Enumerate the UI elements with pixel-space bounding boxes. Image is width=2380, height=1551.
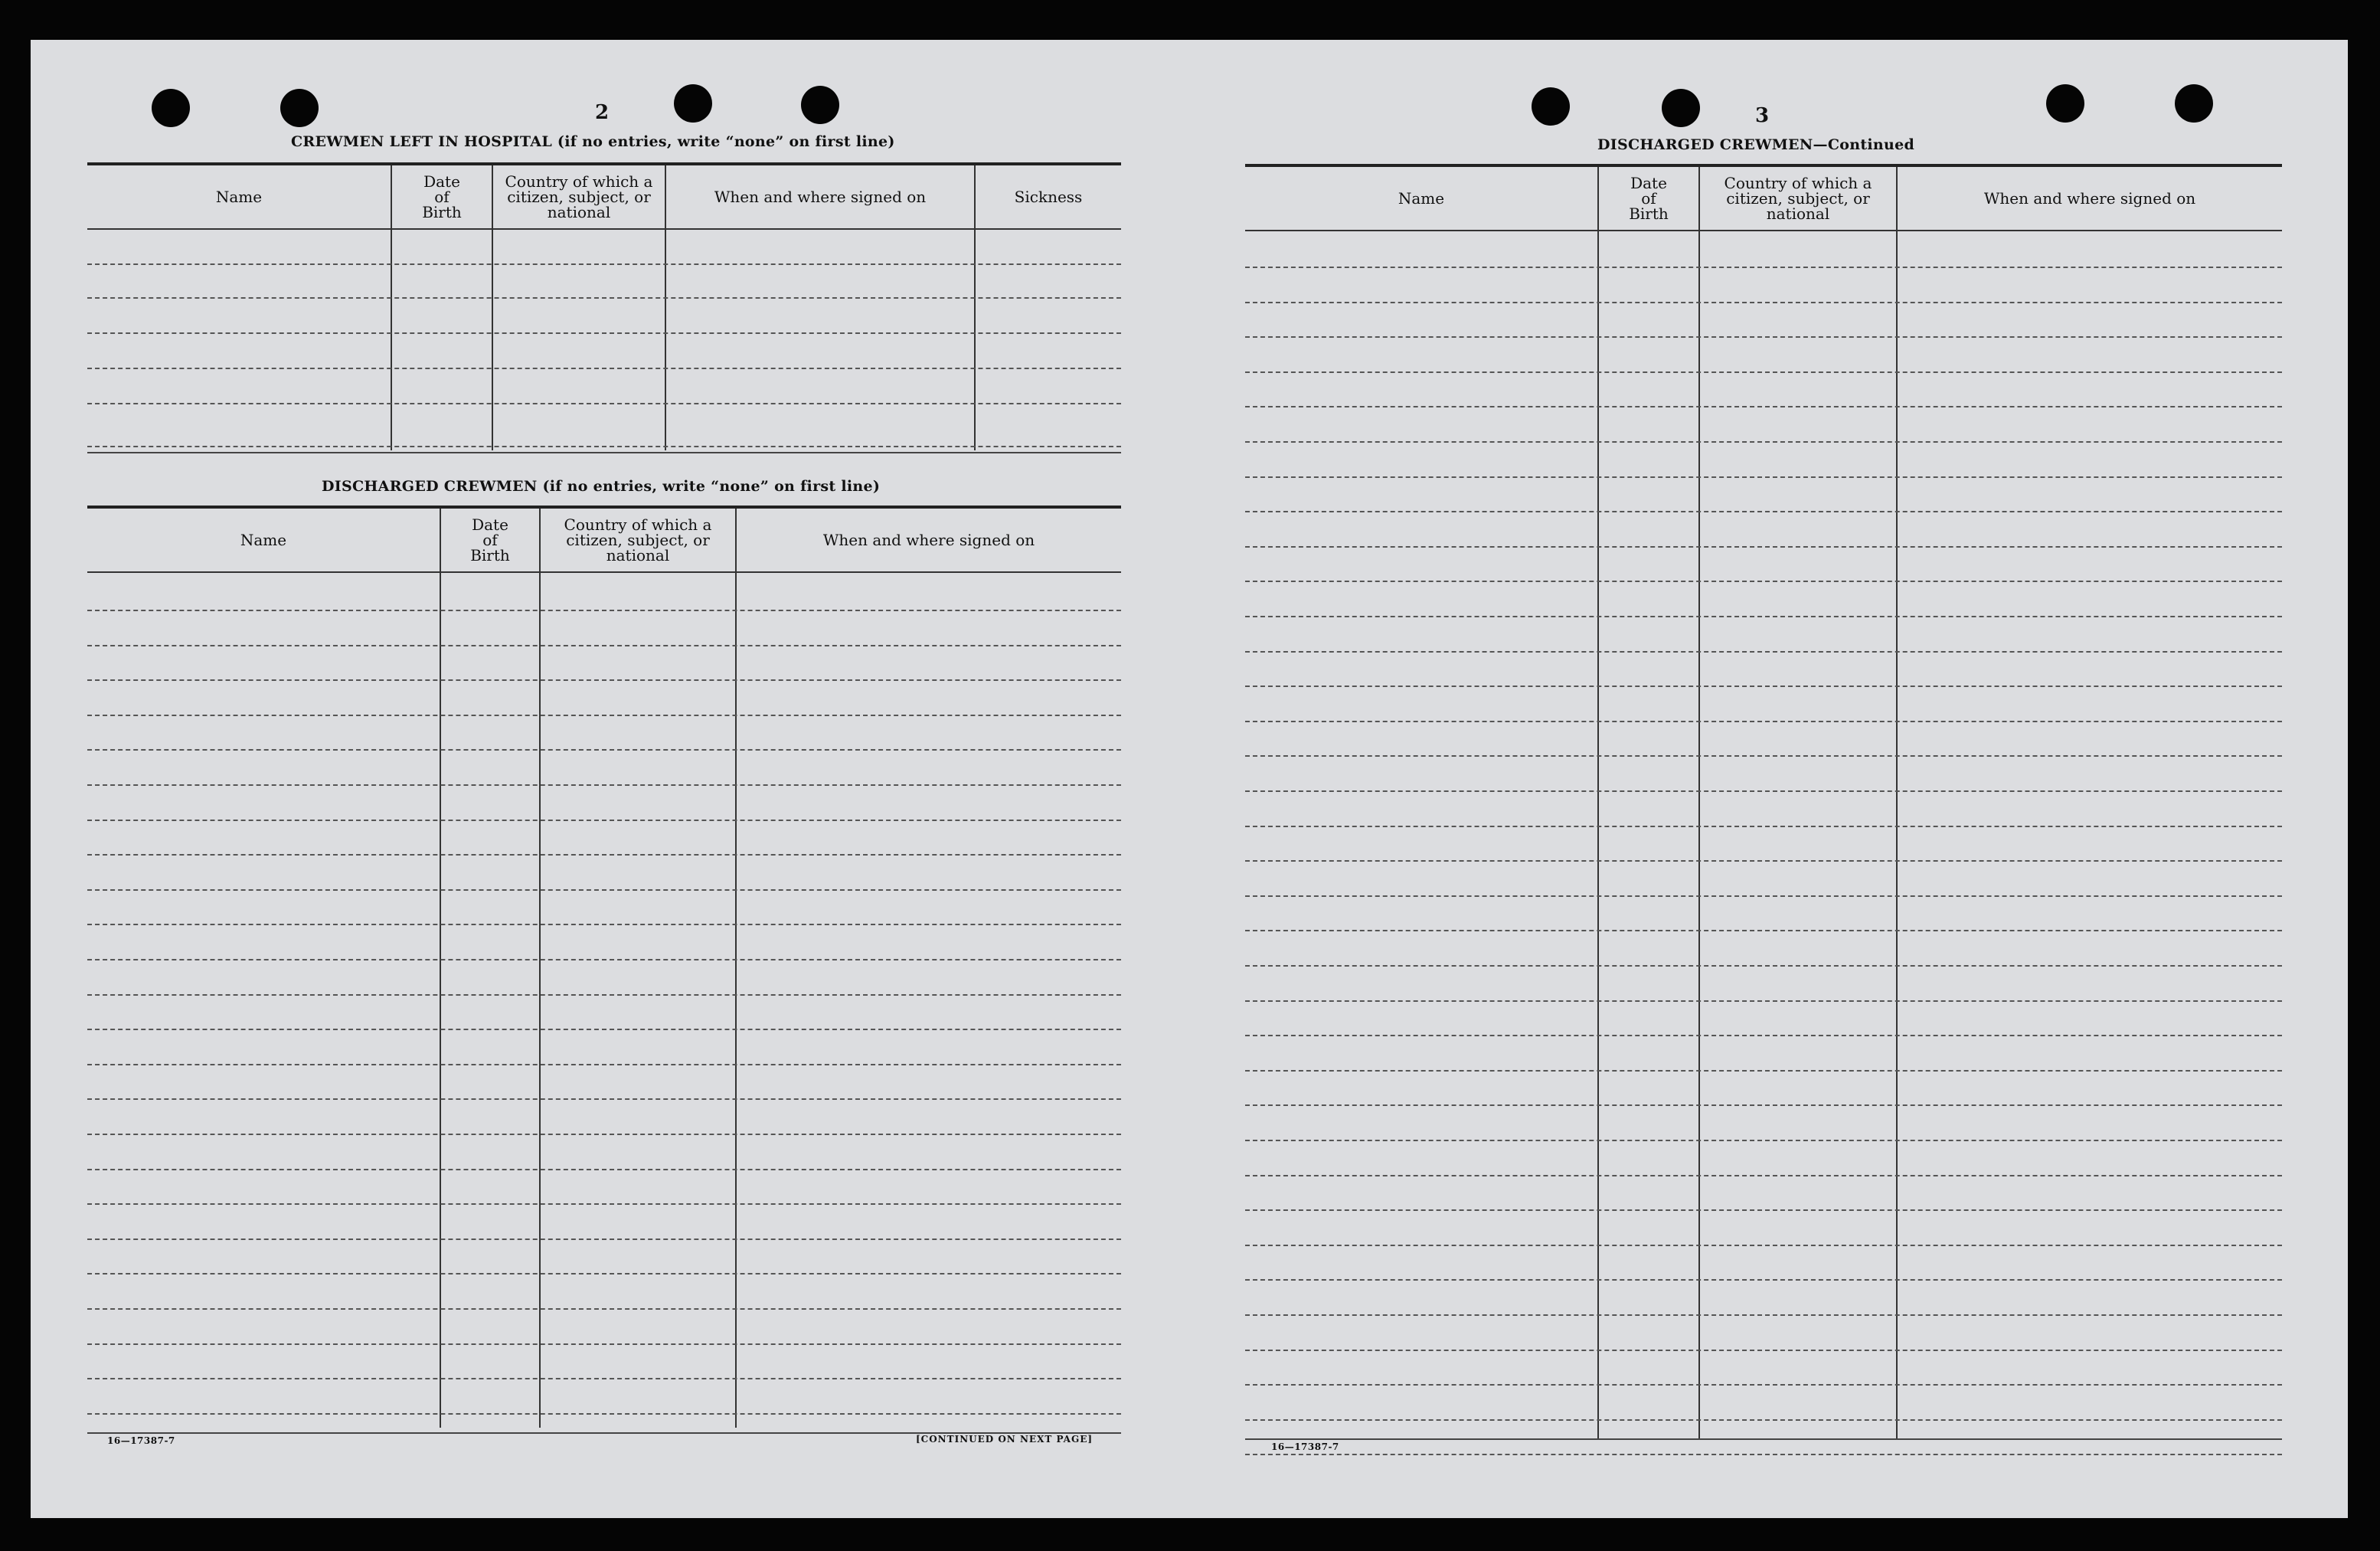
table-row (87, 854, 1121, 856)
discharged-title-text: DISCHARGED CREWMEN (322, 478, 538, 495)
form-number: 16—17387-7 (1271, 1441, 1339, 1452)
discharged-title-note: (if no entries, write “none” on first line) (542, 478, 881, 495)
table-row (1245, 1384, 2282, 1386)
table-row (87, 1064, 1121, 1065)
table-row (1245, 267, 2282, 268)
table-row (1245, 930, 2282, 931)
hospital-title-text: CREWMEN LEFT IN HOSPITAL (291, 133, 552, 150)
discharged-continued-title-text: DISCHARGED CREWMEN (1597, 136, 1813, 153)
column-header-name: Name (215, 188, 263, 206)
table-header-rule (87, 571, 1121, 573)
table-row (1245, 1419, 2282, 1421)
table-row (87, 820, 1121, 821)
table-row (1245, 1000, 2282, 1002)
table-row (87, 368, 1121, 369)
column-header-name: Name (240, 531, 287, 549)
table-row (1245, 860, 2282, 862)
punch-hole (801, 86, 839, 124)
table-row (87, 1029, 1121, 1030)
table-row (1245, 1245, 2282, 1246)
table-row (87, 1343, 1121, 1345)
table-row (87, 332, 1121, 334)
table-row (1245, 441, 2282, 443)
column-divider (1896, 167, 1898, 1440)
table-row (1245, 406, 2282, 407)
column-header-sickness: Sickness (1014, 188, 1083, 206)
column-header-signed-on: When and where signed on (714, 188, 927, 206)
table-row (87, 994, 1121, 996)
table-row (1245, 686, 2282, 687)
page-number: 3 (1755, 104, 1770, 127)
table-row (87, 1098, 1121, 1100)
column-header-country: Country of which a citizen, subject, or national (505, 172, 653, 221)
table-row (87, 679, 1121, 681)
punch-hole (280, 89, 319, 127)
table-row (87, 1308, 1121, 1310)
table-row (87, 784, 1121, 786)
table-row (1245, 1314, 2282, 1316)
table-row (1245, 826, 2282, 827)
column-divider (440, 509, 441, 1428)
table-row (1245, 1454, 2282, 1455)
table-row (1245, 1350, 2282, 1351)
column-header-country: Country of which a citizen, subject, or national (1724, 174, 1872, 223)
column-header-country: Country of which a citizen, subject, or national (564, 515, 712, 564)
hospital-title-note: (if no entries, write “none” on first line) (557, 133, 895, 150)
column-header-signed-on: When and where signed on (822, 531, 1035, 549)
table-row (1245, 302, 2282, 303)
page-corner-curl (2297, 1471, 2328, 1517)
table-row (87, 263, 1121, 265)
table-row (1245, 1104, 2282, 1106)
table-row (87, 1239, 1121, 1240)
table-row (87, 1169, 1121, 1170)
table-row (87, 645, 1121, 646)
column-header-date-of-birth: Date of Birth (470, 515, 510, 564)
discharged-section-title (322, 478, 880, 495)
table-row (87, 959, 1121, 960)
column-divider (735, 509, 737, 1428)
column-header-date-of-birth: Date of Birth (1629, 174, 1669, 223)
table-header-rule (1245, 230, 2282, 231)
table-row (1245, 476, 2282, 478)
table-row (87, 1413, 1121, 1415)
table-row (1245, 581, 2282, 582)
table-row (87, 1134, 1121, 1135)
table-row (1245, 1209, 2282, 1211)
table-row (87, 924, 1121, 925)
table-row (87, 403, 1121, 404)
column-divider (1698, 167, 1700, 1440)
table-bottom-rule (87, 452, 1121, 453)
table-row (1245, 371, 2282, 373)
table-row (87, 1273, 1121, 1275)
table-row (1245, 1035, 2282, 1036)
table-row (1245, 1175, 2282, 1176)
discharged-table (87, 506, 1121, 1435)
table-row (87, 297, 1121, 299)
discharged-continued-table (1245, 164, 2282, 1445)
table-row (87, 715, 1121, 716)
table-row (87, 889, 1121, 891)
table-row (1245, 651, 2282, 653)
punch-hole (674, 84, 712, 123)
punch-hole (2046, 84, 2084, 123)
table-row (87, 446, 1121, 447)
table-row (1245, 790, 2282, 792)
discharged-continued-suffix: —Continued (1813, 136, 1915, 153)
table-row (1245, 336, 2282, 338)
table-row (1245, 895, 2282, 897)
form-number: 16—17387-7 (107, 1435, 175, 1446)
table-row (1245, 511, 2282, 512)
column-header-signed-on: When and where signed on (1983, 189, 2196, 208)
table-row (1245, 965, 2282, 967)
column-header-date-of-birth: Date of Birth (422, 172, 462, 221)
table-row (1245, 1279, 2282, 1281)
table-row (1245, 1140, 2282, 1141)
column-divider (1597, 167, 1599, 1440)
table-bottom-rule (1245, 1438, 2282, 1440)
hospital-section-title (291, 133, 895, 150)
hospital-table (87, 162, 1121, 456)
discharged-continued-title (1597, 136, 1914, 153)
punch-hole (1662, 89, 1700, 127)
table-row (87, 1378, 1121, 1379)
table-row (87, 749, 1121, 751)
table-row (1245, 721, 2282, 722)
table-row (1245, 755, 2282, 757)
table-header-rule (87, 228, 1121, 230)
page-number: 2 (595, 101, 610, 124)
table-row (1245, 546, 2282, 548)
punch-hole (2175, 84, 2213, 123)
table-row (87, 1203, 1121, 1205)
column-header-name: Name (1398, 189, 1445, 208)
table-row (1245, 616, 2282, 617)
punch-hole (1532, 87, 1570, 126)
table-row (87, 610, 1121, 611)
table-row (1245, 1070, 2282, 1072)
column-divider (539, 509, 541, 1428)
continued-note: [CONTINUED ON NEXT PAGE] (916, 1434, 1094, 1445)
form-sheet (31, 40, 2348, 1518)
punch-hole (152, 89, 190, 127)
